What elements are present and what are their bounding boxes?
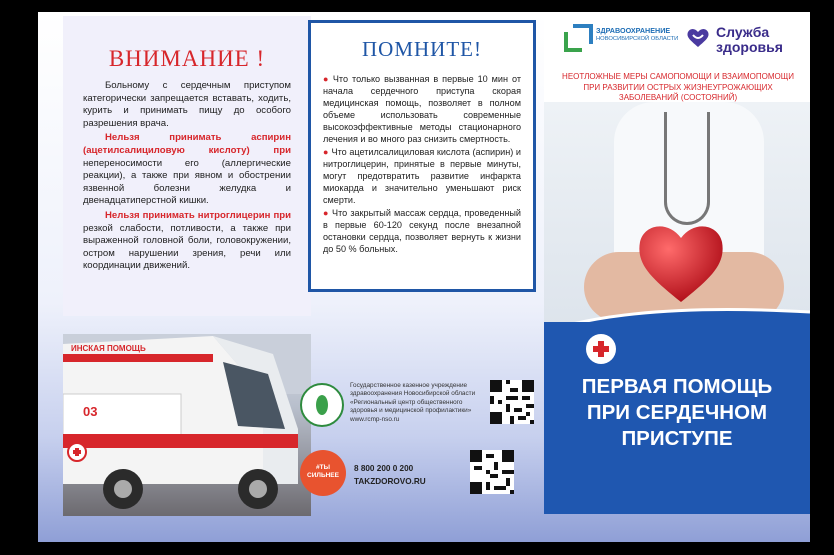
warning-panel — [63, 16, 311, 516]
remember-item: ● Что только вызванная в первые 10 мин от начала сердечного приступа скорая медицинская помощь, позволяет в полном объеме использовать современные высокоэффективные методы стационарного лечения и во много раз снизить смертность. — [323, 74, 522, 144]
bullet-icon: ● — [323, 147, 329, 157]
aspirin-text: непереносимости его (аллергические реакции), а также при явном и обострении язвенной болезни желудка и двенадцатиперстной кишки. — [83, 157, 291, 207]
qr-code-icon — [490, 380, 534, 424]
service-logo-text: Служба здоровья — [716, 24, 783, 55]
doctor-photo — [544, 102, 810, 330]
warning-paragraph-2 — [83, 132, 291, 208]
nitro-text: резкой слабости, потливости, а также при выраженной головной боли, головокружении, остром нарушении зрения, речи или координации движений. — [83, 222, 291, 272]
cover-panel — [544, 16, 810, 514]
hotline-phone: 8 800 200 0 200 — [354, 464, 414, 473]
logo-title: ЗДРАВООХРАНЕНИЕ — [596, 26, 671, 35]
red-heart-icon — [636, 220, 726, 304]
cover-title: ПЕРВАЯ ПОМОЩЬ ПРИ СЕРДЕЧНОМ ПРИСТУПЕ — [581, 375, 773, 450]
nitro-warning: Нельзя принимать нитроглицерин при — [105, 209, 291, 221]
org-block — [300, 380, 530, 440]
brochure — [38, 12, 810, 542]
cover-subtitle: НЕОТЛОЖНЫЕ МЕРЫ САМОПОМОЩИ И ВЗАИМОПОМОЩИ ПРИ РАЗВИТИИ ОСТРЫХ ЖИЗНЕУГРОЖАЮЩИХ ЗАБОЛЕВАНИЙ (СОСТОЯНИЙ) — [562, 72, 794, 102]
campaign-badge: #ТЫ СИЛЬНЕЕ — [300, 450, 346, 496]
medical-cross-icon — [586, 334, 616, 364]
warning-paragraph-3 — [83, 210, 291, 273]
org-url: www.rcmp-nso.ru — [350, 415, 400, 423]
campaign-site: TAKZDOROVO.RU — [354, 477, 426, 486]
remember-list — [323, 73, 521, 256]
warning-heading: ВНИМАНИЕ ! — [108, 46, 266, 71]
heart-logo-icon — [686, 28, 710, 48]
hotline-block — [300, 450, 530, 500]
warning-paragraph-1: Больному с сердечным приступом категорически запрещается вставать, ходить, курить и принимать пищу до особого разрешения врача. — [83, 80, 291, 129]
remember-item: ● Что ацетилсалициловая кислота (аспирин) и нитроглицерин, принятые в первые минуты, могут предотвратить развитие инфаркта миокарда и значительно уменьшают риск смерти. — [323, 147, 522, 205]
health-ministry-logo — [564, 24, 594, 54]
warning-text — [83, 80, 291, 275]
warning-box — [63, 16, 311, 316]
org-description: Государственное казенное учреждение здравоохранения Новосибирской области «Региональный центр общественного здоровья и медицинской профилактики» www.rcmp-nso.ru — [350, 382, 486, 424]
ambulance-photo — [63, 334, 311, 516]
remember-heading: ПОМНИТЕ! — [362, 37, 482, 61]
ambulance-label: ИНСКАЯ ПОМОЩЬ — [71, 344, 146, 353]
aspirin-warning: Нельзя принимать аспирин (ацетилсалициловую кислоту) при — [83, 132, 291, 156]
ambulance-number: 03 — [83, 404, 98, 419]
qr-code-icon — [470, 450, 514, 494]
bullet-icon: ● — [323, 208, 330, 218]
logo-subtitle: НОВОСИБИРСКОЙ ОБЛАСТИ — [596, 36, 679, 42]
bullet-icon: ● — [323, 74, 330, 84]
remember-panel — [308, 20, 536, 292]
remember-item: ● Что закрытый массаж сердца, проведенный в первые 60-120 секунд после внезапной остановки сердца, позволяет вернуть к жизни до 50 % больных. — [323, 208, 521, 254]
org-seal-logo — [300, 383, 344, 427]
